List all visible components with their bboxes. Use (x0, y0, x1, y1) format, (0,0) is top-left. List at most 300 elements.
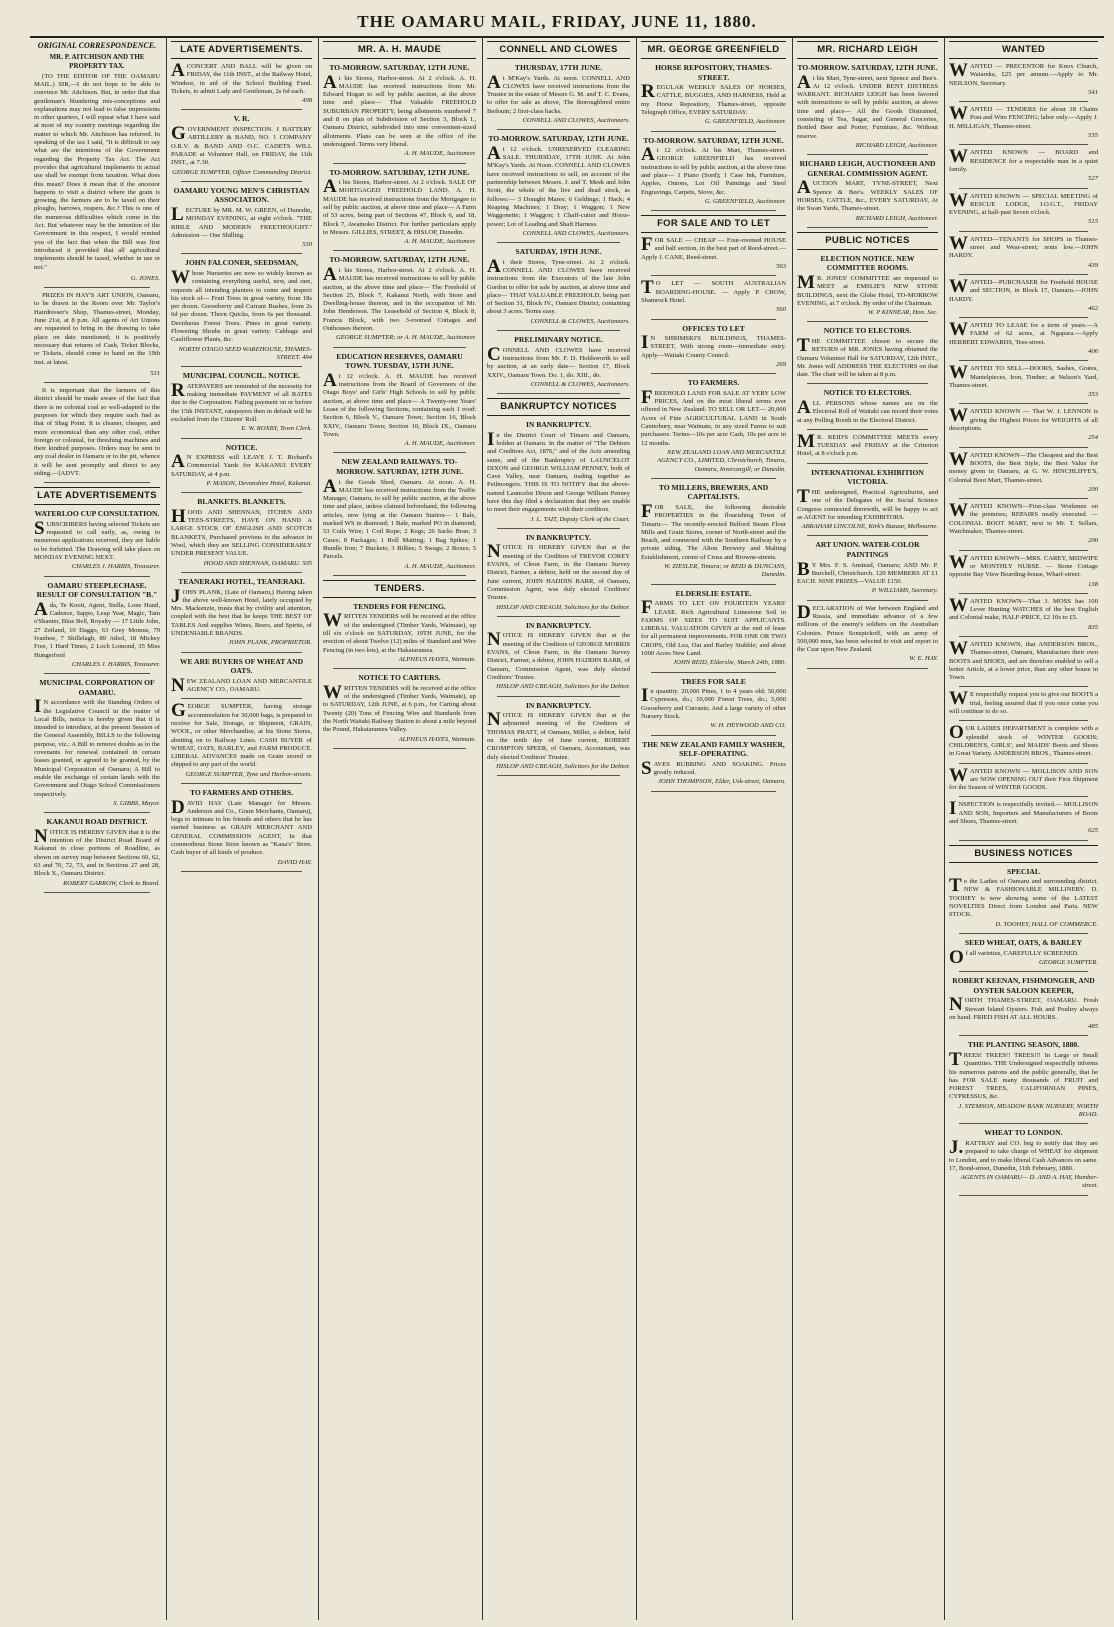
ad-title: PRELIMINARY NOTICE. (514, 335, 603, 345)
ad-signature: 353 (1088, 391, 1098, 399)
ad-body: WE respectfully request you to give our BOOTS a trial, feeling assured that if you once come you will continue to do so. (949, 688, 1098, 716)
ad-title: THE PLANTING SEASON, 1880. (967, 1040, 1080, 1050)
divider (959, 763, 1088, 764)
divider (181, 366, 302, 367)
ad-title: NOTICE TO ELECTORS. (823, 326, 912, 336)
ad-body: WANTED KNOWN — MOLLISON AND SON are NOW OPENING OUT their First Shipment for the Season of WINTER GOODS. (949, 764, 1098, 792)
divider (497, 393, 620, 394)
divider (497, 528, 620, 529)
ad-body: NOTICE IS HEREBY GIVEN that it is the intention of the District Road Board of Kakanui to close portions of Roadline, as shown on survey map between Sections 60, 62, 63 and 70, 72, 73, and in Sections 27 and 28, Block X., Oamaru District. (34, 825, 160, 878)
ad-signature: HISLOP AND CREAGH, Solicitors for the Debtor. (496, 683, 630, 691)
ad-signature: W. ZIESLER, Timaru; or REID & DUNCANS, Dunedin. (664, 563, 786, 579)
advertisement (34, 817, 160, 888)
divider (497, 775, 620, 776)
divider (807, 321, 928, 322)
column-7 (944, 38, 1102, 1620)
article-title: ORIGINAL CORRESPONDENCE. (37, 41, 157, 50)
divider (959, 1195, 1088, 1196)
ad-title: ELDERSLIE ESTATE. (675, 588, 752, 598)
divider (44, 673, 150, 674)
divider (959, 101, 1088, 102)
ad-body: RATEPAYERS are reminded of the necessity for making immediate PAYMENT of all RATES due to the Corporation. Failing payment on or before the 15th INSTANT, ratepayers then in default will be excluded from the Citizens' Roll. (171, 379, 312, 423)
divider (497, 616, 620, 617)
advertisement (487, 420, 630, 524)
ad-title: RICHARD LEIGH, AUCTIONEER AND GENERAL COMMISSION AGENT. (799, 159, 936, 178)
ad-signature: P. WILLIAMS, Secretary. (871, 587, 938, 595)
divider (181, 871, 302, 872)
divider (807, 227, 928, 228)
advertisement (323, 168, 476, 247)
advertisement (949, 798, 1098, 835)
column-6 (792, 38, 942, 1620)
advertisement (949, 1040, 1098, 1119)
ad-signature: 531 (150, 369, 160, 377)
divider (651, 735, 776, 736)
advertisement (797, 430, 938, 459)
ad-signature: ABRAHAM LINCOLNE, Kirk's Bazaar, Melbourne. (801, 523, 938, 531)
section-header: PUBLIC NOTICES (797, 232, 938, 250)
advertisement (323, 352, 476, 449)
advertisement (797, 159, 938, 223)
advertisement (34, 509, 160, 571)
advertisement (949, 764, 1098, 793)
divider (181, 652, 302, 653)
ad-body: In quantity. 20,000 Pines, 1 to 4 years old; 50,000 Cypresses, do.; 10,000 Forest Trees, do.; 5,000 Gooseberry and Currants; And a large variety of other Nursery Stock. (641, 685, 786, 721)
ad-body: Ada, Te Kooti, Agent, Stella, Lone Hand, Cadence, Sappo, Leap Year, Magic, Tam o'Shanter, Blue Bell, Royalty — 17 Little John, 27 Zetland, 10 Daggo, 63 Grey Momus, 79 Ivanhoe, 7 Shillelagh, 89 Athol, 18 Mickey Free, 1 Hard Times, 2 Loch Lomond, 35 Miss Hungerford (34, 598, 160, 659)
ad-title: TO FARMERS. (687, 378, 740, 388)
ad-title: SEED WHEAT, OATS, & BARLEY (964, 937, 1083, 947)
ad-signature: 498 (302, 97, 312, 105)
ad-body: At his Stores, Harbor-street. At 2 o'clock. A. H. MAUDE has received instructions from Mr. Edward Hogan to sell by public auction, at the above time and place— That Valuable FREEHOLD SUBURBAN PROPERTY, being allotments numbered 7 and 8 on plan of Subdivision of Section 3, Block I., Oamaru District, subdivided into nine convenient-sized allotments. Plans can be seen at the office of the undersigned. Terms very liberal. (323, 71, 476, 148)
section-header: MR. A. H. MAUDE (323, 41, 476, 59)
advertisement (487, 621, 630, 692)
ad-body: IN SHRIMSKI'S BUILDINGS, THAMES-STREET, With strong room—immediate entry. Apply—Waitaki County Council. (641, 332, 786, 359)
ad-body: WRITTEN TENDERS will be received at the office of the undersigned (Timber Yards, Waimate), up to SATURDAY, 12th JUNE, at 6 p.m., for Carting about Twenty (20) Tons of Fencing Wire and Standards from the North Waitaki Railway Station to about a mile beyond the Pound, Hakataramea Valley. (323, 681, 476, 734)
advertisement (949, 976, 1098, 1031)
advertisement (949, 275, 1098, 313)
ad-title: SATURDAY, 19TH JUNE. (515, 247, 602, 257)
divider (959, 498, 1088, 499)
ad-body: THE undersigned, Practical Agriculturist, and one of the Delegates of the Social Science Congress connected therewith, will be happy to act as AGENT for intending EXHIBITORS. (797, 485, 938, 521)
section-header: FOR SALE AND TO LET (641, 215, 786, 233)
advertisement (641, 277, 786, 314)
ad-title: OAMARU STEEPLECHASE. RESULT OF CONSULTATION "B." (36, 580, 158, 600)
ad-body: At M'Kay's Yards. At noon. CONNELL AND CLOWES have received instructions from the Trustee in the estate of Messrs G. M. and T. C. Evans, to offer for sale as above, The thoroughbred entire Bedouin; 2 first-class hacks. (487, 71, 630, 115)
divider (333, 748, 466, 749)
ad-title: ELECTION NOTICE. NEW COMMITTEE ROOMS. (820, 253, 915, 273)
ad-title: SPECIAL (1007, 866, 1040, 876)
divider (333, 163, 466, 164)
ad-title: EDUCATION RESERVES, OAMARU TOWN. TUESDAY, 15TH JUNE. (336, 351, 463, 371)
divider (44, 382, 150, 383)
divider (959, 636, 1088, 637)
advertisement (949, 594, 1098, 632)
advertisement (949, 551, 1098, 589)
ad-title: ROBERT KEENAN, FISHMONGER, AND OYSTER SALOON KEEPER, (952, 976, 1095, 995)
ad-title: TREES FOR SALE (681, 676, 746, 686)
advertisement (487, 134, 630, 238)
ad-signature: 563 (776, 263, 786, 271)
ad-signature: S. GIBBS, Mayor. (113, 799, 160, 807)
advertisement (641, 63, 786, 127)
divider (959, 403, 1088, 404)
ad-signature: 254 (1088, 434, 1098, 442)
ad-body: At 12 o'clock. At his Mart, Thames-street. GEORGE GREENFIELD has received instructions to sell by public auction, at the above time and place— 1 Piano (Sord); 1 Case Ink, Furniture, Apples, Onions, Lot Oil Paintings and Steel Engravings, Carpets, Stove, &c. (641, 144, 786, 196)
article-subtitle: MR. P. AITCHISON AND THE PROPERTY TAX. (49, 53, 145, 70)
divider (807, 383, 928, 384)
divider (651, 210, 776, 211)
advertisement (797, 468, 938, 532)
ad-title: NOTICE TO ELECTORS. (823, 388, 912, 398)
ad-signature: 530 (302, 241, 312, 249)
column-5 (636, 38, 790, 1620)
ad-signature: W. H. HEYWOOD AND CO. (710, 722, 786, 730)
ad-signature: 269 (776, 361, 786, 369)
ad-title: TO-MORROW. SATURDAY, 12TH JUNE. (797, 62, 938, 72)
divider (651, 373, 776, 374)
advertisement (323, 63, 476, 159)
advertisement (949, 500, 1098, 545)
divider (497, 242, 620, 243)
ad-body: FOR SALE — CHEAP — Four-roomed HOUSE and half section, in the best part of Reed-street.—Apply J. CANE, Reed-street. (641, 234, 786, 261)
ad-body: WANTED — TENDERS for about 18 Chains Post and Wire FENCING; labor only.—Apply J. H. MILLIGAN, Thames-street. (949, 103, 1098, 130)
ad-title: TO-MORROW. SATURDAY, 12TH JUNE. (643, 135, 784, 145)
divider (181, 698, 302, 699)
advertisement (171, 443, 312, 489)
ad-body: AN EXPRESS will LEAVE J. T. Richard's Commercial Yards for KAKANUI EVERY SATURDAY, at 4 p.m. (171, 451, 312, 478)
advertisement (949, 362, 1098, 399)
divider (651, 478, 776, 479)
advertisement (641, 483, 786, 580)
ad-signature: 835 (1088, 623, 1098, 631)
ad-signature: W. E. HAY. (909, 655, 938, 663)
ad-title: TEANERAKI HOTEL, TEANERAKI. (178, 576, 305, 586)
ad-signature: HISLOP AND CREAGH, Solicitors for the Debtor. (496, 762, 630, 770)
advertisement (34, 41, 160, 283)
advertisement (171, 497, 312, 568)
ad-signature: 515 (1088, 218, 1098, 226)
advertisement (641, 378, 786, 474)
ad-title: IN BANKRUPTCY. (525, 420, 592, 430)
ad-body: CONNELL AND CLOWES have received instructions from Mr. F. D. Holdsworth to sell by auction, at an early date— Section 17, Block XXIV., Oamaru Town. Do. 1, do. XIII., do. (487, 343, 630, 379)
ad-signature: 485 (1088, 1023, 1098, 1031)
advertisement (34, 678, 160, 808)
divider (44, 482, 150, 483)
divider (959, 231, 1088, 232)
ad-signature: GEORGE SUMPTER. (1039, 958, 1098, 966)
ad-signature: 560 (776, 306, 786, 314)
ad-body: WANTED TO LEASE for a term of years.—A FARM of 62 acres, at Ngapara.—Apply HERBERT EDWARDS, Tees-street. (949, 319, 1098, 346)
divider (959, 550, 1088, 551)
advertisement (797, 254, 938, 318)
advertisement (171, 258, 312, 362)
ad-body: GEORGE SUMPTER, having storage accommodation for 30,000 bags, is prepared to receive for Sale, Storage, or Shipment, GRAIN, WOOL, or other Merchandise, at his Stone Stores, abutting on to Railway Lines. CASH BUYER of WHEAT, OATS, BARLEY, and FARM PRODUCE. LIBERAL ADVANCES made on Grain stored or shipped to any part of the world. (171, 700, 312, 769)
divider (959, 274, 1088, 275)
ad-title: TO-MORROW. SATURDAY, 12TH JUNE. (488, 134, 629, 144)
advertisement (487, 247, 630, 326)
ad-body: Of all varieties, CAREFULLY SCREENED. (949, 946, 1079, 968)
divider (181, 783, 302, 784)
ad-signature: CONNELL & CLOWES, Auctioneers. (530, 380, 630, 388)
ad-body: WANTED—PURCHASER for Freehold HOUSE and SECTION, in Block 17, Oamaru.—JOHN HARDY. (949, 275, 1098, 303)
advertisement (34, 581, 160, 670)
ad-signature: 462 (1088, 304, 1098, 312)
advertisement (949, 688, 1098, 716)
ad-signature: G. JONES. (130, 274, 160, 282)
ad-body: WANTED TO SELL—DOORS, Sashes, Grates, Mantelpieces, Iron, Timber; at Nelson's Yard, Thames-street. (949, 362, 1098, 389)
divider (959, 447, 1088, 448)
divider (333, 575, 466, 576)
ad-signature: RICHARD LEIGH, Auctioneer. (855, 141, 938, 149)
ad-title: TO-MORROW. SATURDAY, 12TH JUNE. (329, 62, 470, 72)
ad-body: FREEHOLD LAND FOR SALE AT VERY LOW PRICES, And on the most liberal terms ever offered in New Zealand. TO SELL OR LET— 20,000 Acres of Fine AGRICULTURAL LAND in South Canterbury, near Waimate, in any sized Farms to suit purchasers. Terms—10s per acre Cash, 10s per acre in 12 months. (641, 386, 786, 447)
ad-title: MUNICIPAL CORPORATION OF OAMARU. (39, 678, 155, 697)
ad-title: INTERNATIONAL EXHIBITION VICTORIA. (811, 467, 924, 487)
divider (181, 181, 302, 182)
ad-title: TO-MORROW. SATURDAY, 12TH JUNE. (329, 255, 470, 265)
ad-signature: NEW ZEALAND LOAN AND MERCANTILE AGENCY CO., LIMITED, Christchurch, Timaru, Oamaru, Invercargill, or Dunedin. (657, 448, 786, 473)
divider (181, 253, 302, 254)
advertisement (171, 577, 312, 648)
ad-body: TO LET — SOUTH AUSTRALIAN BOARDING-HOUSE. — Apply P. CROW, Shamrock Hotel. (641, 277, 786, 304)
advertisement (949, 146, 1098, 183)
advertisement (949, 319, 1098, 356)
divider (959, 840, 1088, 841)
advertisement (34, 292, 160, 378)
divider (497, 696, 620, 697)
article-body: PRIZES IN HAY'S ART UNION, Oamaru, to be drawn in the Room over Mr. Taylor's Hairdresser's Shop, Thames-street, Monday, June 21st, at 8 p.m. All agents of Art Unions are requested to bring in the drawing to take place on date mentioned; it is positively necessary that returns of Cash, Ticket Blocks, or Tickets, should come to hand on the 19th inst. at latest. (34, 292, 160, 366)
divider (333, 347, 466, 348)
divider (497, 330, 620, 331)
ad-body: BY Mrs. F. S. Anstead, Oamaru; AND Mr. P. Burchell, Christchurch. 120 MEMBERS AT £1 EACH. NINE PRIZES—VALUE £150. (797, 558, 938, 586)
advertisement (323, 602, 476, 664)
advertisement (487, 533, 630, 612)
divider (959, 720, 1088, 721)
ad-body: GOVERNMENT INSPECTION. I BATTERY ARTILLERY & BAND, NO. 1 COMPANY O.R.V. & BAND AND O.C. CADETS WILL PARADE at Volunteer Hall, on FRIDAY, the 11th INST., at 7.30. (171, 123, 312, 167)
ad-signature: A. H. MAUDE, Auctioneer. (404, 562, 476, 570)
ad-body: WANTED KNOWN, that ANDERSON BROS., Thames-street, Oamaru, Manufacture their own BOOTS and SHOES, and are therefore enabled to sell a better Article, at a lower price, than any other house in Town. (949, 638, 1098, 682)
advertisement (171, 657, 312, 695)
divider (807, 463, 928, 464)
advertisement (949, 722, 1098, 758)
ad-body: AUCTION MART, TYNE-STREET, Next Spence & Bee's. WEEKLY SALES OF HORSES, CATTLE, &c., EVERY SATURDAY, At the Swan Yards, Thames-street. (797, 177, 938, 213)
ad-body: ALL PERSONS whose names are on the Electoral Roll of Waitaki can record their votes at any Polling Booth in the Electoral District. (797, 397, 938, 424)
ad-body: WANTED—TENANTS for SHOPS in Thames-street and Wear-street; rents low.—JOHN HARDY. (949, 232, 1098, 260)
divider (651, 791, 776, 792)
ad-body: IN accordance with the Standing Orders of the Legislative Council in the matter of Local Bills, notice is hereby given that it is intended to introduce, at the present Session of the General Assembly, BILLS to the following purpose, viz.: A Bill to remove doubts as to the covenants for renewal contained in certain leases granted, or agreed to be granted, by the Municipal Corporation of Oamaru; A Bill to enable the exchange of certain lands with the Government and Otago School Commissioners respectively. (34, 696, 160, 798)
ad-signature: JOHN PLANK, PROPRIETOR. (228, 639, 312, 647)
divider (959, 971, 1088, 972)
advertisement (797, 540, 938, 595)
advertisement (487, 701, 630, 772)
ad-body: THE COMMITTEE chosen to secure the RETURN of MR. JONES having obtained the Oamaru Volunteer Hall for SATURDAY, 12th INST., Mr. Jones will ADDRESS THE ELECTORS on that date. The chair will be taken at 8 p.m. (797, 334, 938, 379)
ad-title: IN BANKRUPTCY. (525, 700, 592, 710)
section-header: LATE ADVERTISEMENTS (34, 487, 160, 505)
ad-title: WATERLOO CUP CONSULTATION. (34, 509, 160, 519)
ad-title: BLANKETS. BLANKETS. (197, 497, 286, 507)
ad-signature: A. H. MAUDE, Auctioneer. (404, 440, 476, 448)
ad-signature: JOHN THOMPSON, Elder, Usk-street, Oamaru. (658, 778, 786, 786)
divider (959, 1035, 1088, 1036)
advertisement (949, 638, 1098, 682)
ad-title: KAKANUI ROAD DISTRICT. (46, 817, 148, 827)
divider (44, 812, 150, 813)
section-header: MR. GEORGE GREENFIELD (641, 41, 786, 59)
ad-body: NEW ZEALAND LOAN AND MERCANTILE AGENCY CO., OAMARU. (171, 674, 312, 696)
ad-body: ACONCERT AND BALL will be given on FRIDAY, the 11th INST., at the Railway Hotel, Windsor, in aid of the School Building Fund. Tickets, to admit Lady and Gentleman, 2s 6d each. (171, 59, 312, 95)
column-4 (482, 38, 634, 1620)
ad-signature: 541 (1088, 88, 1098, 96)
ad-title: OFFICES TO LET (682, 323, 745, 333)
ad-body: NOTICE IS HEREBY GIVEN that at the meeting of the Creditors of TREVOR COREY EVANS, of Cleon Farm, in the Oamaru Survey District, Farmer, a debtor, held on the second day of June current, JOHN HADDIN BARR, of Oamaru, Commission Agent, was duly elected Creditors' Trustee. (487, 541, 630, 602)
ad-title: THURSDAY, 17TH JUNE. (514, 62, 603, 72)
divider (651, 275, 776, 276)
ad-title: IN BANKRUPTCY. (525, 532, 592, 542)
advertisement (487, 63, 630, 125)
column-2 (166, 38, 316, 1620)
ad-body: At his Stores, Harbor-street. At 2 o'clock. A. H. MAUDE has received instructions to sell by public auction, at the above time and place— The Freehold of Section 25, Block 7, Kakanui North, with Store and Dwelling-house thereon, and in the occupation of Mr. John Henderson. The Leasehold of Section 4, Block 8, Francis Block, with two 3-roomed Cottages and Outhouses thereon. (323, 264, 476, 333)
advertisement (949, 867, 1098, 929)
ad-title: OAMARU YOUNG MEN'S CHRISTIAN ASSOCIATION. (173, 185, 310, 205)
ad-signature: GEORGE SUMPTER, Tyne and Harbor-streets. (185, 770, 312, 778)
article-body: (TO THE EDITOR OF THE OAMARU MAIL.) SIR,—I do not hope to be able to convince Mr. Aitchison. But, in order that that gentleman's blundering mis-conceptions and explanations may not lead to false impressions in other quarters, I will repeat what I have said at most of my country meetings regarding the matter to which Mr. Aitchison has referred. In speaking of the tax I said, "It is difficult to say what are the intentions of the Government regarding the Property Tax Act. The Act provides that agricultural implements in actual use shall be exempt from taxation. What does this mean? Does it mean that if the ancestor happens to visit a district where the grain is growing, the farmers are to be taxed on their ploughs, harrows, reapers, &c.? This is one of the numerous difficulties which come in the Act. But whatever may be the intention of the Government in this respect, I would remind you of the fact that when the Bill was first introduced it provided that all agricultural implements should be taxed, whether in use or not." (34, 72, 160, 271)
ad-body: WRITTEN TENDERS will be received at the office of the undersigned (Timber Yards, Waimate), up till six o'clock on SATURDAY, 19TH JUNE, for the erection of about Twelve (12) miles of Standard and Wire Fencing (in two lots), at the Hakataramea. (323, 610, 476, 654)
divider (959, 1123, 1088, 1124)
column-3 (318, 38, 480, 1620)
ad-signature: J. STEMSON, MEADOW BANK NURSERY, NORTH ROAD. (958, 1102, 1098, 1119)
advertisement (323, 673, 476, 744)
ad-signature: CONNELL AND CLOWES, Auctioneers. (522, 117, 630, 125)
ad-body: Whose Nurseries are now so widely known as containing everything useful, new, and rare, requests all intending planters to come and inspect his stock of— Fruit Trees in great variety, from 18s per dozen. Gooseberry and Currant Bushes, from 2s 6d per dozen. Thorn Quicks, from 6s per thousand. Deciduous Forest Trees. Pines in great variety. Flowering Shrubs in great variety. Cabbage and Cauliflower Plants, &c. (171, 266, 312, 344)
ad-title: WE ARE BUYERS OF WHEAT AND OATS. (179, 656, 304, 676)
advertisement (641, 740, 786, 787)
section-header: WANTED (949, 41, 1098, 59)
advertisement (171, 59, 312, 105)
ad-body: SAVES RUBBING AND SOAKING. Prices greatly reduced. (641, 757, 786, 779)
divider (44, 287, 150, 288)
ad-signature: DAVID HAY. (277, 858, 312, 866)
ad-signature: HISLOP AND CREAGH, Solicitors for the Debtor. (496, 603, 630, 611)
ad-body: WANTED KNOWN—That J. MOSS has 100 Lever Hunting WATCHES of the best English and Colonial make, HALF-PRICE, £2 10s to £5. (949, 594, 1098, 622)
ad-body: SUBSCRIBERS having selected Tickets are requested to call early, as, owing to numerous applications received, they are liable to be forfeited. The Drawing will take place on MONDAY EVENING NEXT. (34, 517, 160, 562)
ad-body: FARMS TO LET ON FOURTEEN YEARS' LEASE. Rich Agricultural Limestone Soil in FARMS OF SIZES TO SUIT APPLICANTS. LIBERAL VALUATION GIVEN at the end of lease for all permanent improvements. FOR ONE OR TWO CROPS, Old Lea, Oat and Barley Stubble; and about 1000 Acres New Land. (641, 597, 786, 657)
newspaper-page (30, 36, 1104, 1620)
ad-title: TO FARMERS AND OTHERS. (189, 788, 294, 797)
ad-body: REGULAR WEEKLY SALES OF HORSES, CATTLE, BUGGIES, AND HARNESS, Held at my Horse Repository, Thames-street, opposite Telegraph Office, EVERY SATURDAY. (641, 81, 786, 116)
advertisement (949, 59, 1098, 97)
ad-signature: AGENTS IN OAMARU— D. AND A. HAY, Humber-street. (960, 1174, 1098, 1190)
advertisement (641, 589, 786, 668)
section-header: BANKRUPTCY NOTICES (487, 398, 630, 416)
ad-body: DECLARATION of War between England and Russia, and immediate advance of a few millions of the enemy's soldiers on the Australian Colonies. Prince Sonspickoff, with an army of 500,000 men, has been selected to visit and report to the Czar upon New Zealand. (797, 601, 938, 654)
divider (807, 154, 928, 155)
ad-signature: CONNELL AND CLOWES, Auctioneers. (522, 229, 630, 237)
divider (959, 188, 1088, 189)
ad-title: NOTICE. (225, 442, 258, 452)
ad-body: MR. JONES' COMMITTEE are requested to MEET at EMSLIE'S NEW STONE BUILDINGS, next the Globe Hotel, TO-MORROW EVENING, at 7 o'clock. By order of the Chairman. (797, 271, 938, 307)
ad-body: LECTURE by MR. M. W. GREEN, of Dunedin, MONDAY EVENING, at eight o'clock. "THE BIBLE AND MODERN FREETHOUGHT." Admission — One Shilling. (171, 203, 312, 239)
ad-signature: 200 (1088, 537, 1098, 545)
divider (959, 796, 1088, 797)
divider (959, 360, 1088, 361)
advertisement (171, 788, 312, 867)
ad-signature: CONNELL & CLOWES, Auctioneers. (530, 317, 630, 325)
divider (807, 600, 928, 601)
ad-signature: CHARLES J. HARRIS, Treasurer. (71, 563, 160, 571)
newspaper-masthead: THE OAMARU MAIL, FRIDAY, JUNE 11, 1880. (357, 12, 757, 31)
advertisement (323, 457, 476, 570)
ad-title: WHEAT TO LONDON. (984, 1128, 1063, 1138)
ad-signature: 535 (1088, 132, 1098, 140)
ad-signature: ROBERT GARROW, Clerk to Board. (63, 879, 160, 887)
section-header: CONNELL AND CLOWES (487, 41, 630, 59)
ad-signature: J. L. TAIT, Deputy Clerk of the Court. (530, 515, 630, 523)
divider (333, 668, 466, 669)
section-header: BUSINESS NOTICES (949, 845, 1098, 863)
advertisement (949, 448, 1098, 494)
column-1 (30, 38, 164, 1620)
advertisement (34, 387, 160, 478)
advertisement (949, 938, 1098, 967)
ad-body: At his Mart, Tyne-street, next Spence and Bee's. At 12 o'clock. UNDER RENT DISTRESS WARRANT. RICHARD LEIGH has been favored with instructions to sell by public auction, at above time and place— All the Goods Distrained, consisting of Tea, Sugar, and General Groceries, Bottled Beer and Porter, Furniture, &c. Without reserve. (797, 71, 938, 140)
ad-body: At his Stores, Harbor-street. At 2 o'clock. SALE OF MORTGAGED FREEHOLD LAND. A. H. MAUDE has received instructions from the Mortgagee to sell by public auction, at above time and place— A Farm of 53 acres, being part of Sections 47, Block 6, and 18, Block 7, Awamoko District. For further particulars apply to Messrs. GILLIES, STREET, & HISLOP, Dunedin. (323, 176, 476, 236)
ad-signature: D. TOOHEY, HALL OF COMMERCE. (995, 920, 1098, 928)
advertisement (949, 103, 1098, 140)
advertisement (171, 114, 312, 176)
advertisement (949, 405, 1098, 442)
divider (959, 686, 1088, 687)
ad-body: WANTED KNOWN—The Cheapest and the Best BOOTS, the Best Style, the Best Value for money given in Oamaru, at G. W. HINCHLIFFE'S, Colonial Boot Mart, Thames-street. (949, 448, 1098, 484)
section-header: TENDERS. (323, 580, 476, 598)
ad-title: IN BANKRUPTCY. (525, 620, 592, 630)
ad-signature: NORTH OTAGO SEED WAREHOUSE, THAMES-STREET. 494 (178, 345, 312, 361)
ad-title: ART UNION. WATER-COLOR PAINTINGS (815, 540, 920, 559)
advertisement (641, 324, 786, 370)
ad-title: TENDERS FOR FENCING. (353, 601, 446, 611)
ad-signature: RICHARD LEIGH, Auctioneer. (855, 214, 938, 222)
ad-title: V. R. (233, 114, 250, 124)
section-header: LATE ADVERTISEMENTS. (171, 41, 312, 59)
ad-title: TO MILLERS, BREWERS, AND CAPITALISTS. (658, 482, 769, 502)
ad-title: HORSE REPOSITORY, THAMES-STREET. (655, 62, 772, 82)
ad-body: WANTED KNOWN — SPECIAL MEETING of RESCUE LODGE, I.O.G.T., FRIDAY EVENING, at half-past Seven o'clock. (949, 189, 1098, 217)
advertisement (171, 186, 312, 250)
ad-body: FOR SALE, the following desirable PROPERTIES in the flourishing Town of Timaru:— The recently-erected Belford Steam Flour Mills and Grain Stores, corner of North-street and the Beach, and connected with the Southern Railway by a private siding. The Alton Brewery and Malting Establishment, corner of Cross and Browne-streets. (641, 500, 786, 561)
divider (181, 492, 302, 493)
divider (959, 933, 1088, 934)
ad-body: At 12 o'clock. A. H. MAUDE has received instructions from the Board of Governors of the Otago Boys' and Girls' High Schools to sell by public auction, at above time and place— A Twenty-one Years' Lease of the following Sections, containing each 1 rood: Section 6, Block V., Oamaru Town; Section 16, Block XXIV., Oamaru Town; Section 10, Block IX., Oamaru Town. (323, 369, 476, 438)
ad-body: In the District Court of Timaru and Oamaru, holden at Oamaru. In the matter of "The Debtors and Creditors Act, 1876," and of the Acts amending same, and of the Bankruptcy of LAUNCELOT DIXON and GEORGE WILLIAM PENNEY, both of Cave Valley, near Oamaru, trading together as Feilmongers. THIS IS TO NOTIFY that the above-named Launcelot Dixon and George William Penney have this day filed a declaration that they are unable to meet their engagements with their creditors. (487, 428, 630, 514)
advertisement (949, 189, 1098, 227)
ad-body: At the Goods Shed, Oamaru. At noon. A. H. MAUDE has received instructions from the Traffic Manager, Oamaru, to sell by public auction, at the above time and place, unless claimed beforehand, the following articles, now lying at the Oamaru Station— 1 Bale, marked WS in diamond; 1 Bale, marked PO in diamond; 53 Coils Wire; 1 Coil Rope; 2 Kegs; 26 Sacks Bran; 3 Cases; 8 Packages; 1 Roll Matting; 1 Bag Spikes; 1 Bundle Iron; 7 Buckets; 3 Billies; 5 Swags; 2 Boxes; 5 Parcels. (323, 475, 476, 561)
advertisement (949, 1128, 1098, 1190)
ad-body: At their Stores, Tyne-street. At 2 o'clock. CONNELL AND CLOWES have received instructions from the Executors of the late John Gordon to offer for sale by auction, at above time and place— THAT VALUABLE FREEHOLD, being part of Section 31, Block IV., Oamaru District, containing about 3 acres. Terms easy. (487, 255, 630, 316)
advertisement (641, 234, 786, 271)
ad-body: HOOD AND SHENNAN, ITCHEN AND TEES-STREETS, HAVE ON HAND A LARGE STOCK OF ENGLISH AND SCOTCH BLANKETS, Purchased previous to the advance in Wool, which they are SELLING CONSIDERABLY UNDER PRESENT VALUE. (171, 505, 312, 558)
ad-signature: 138 (1088, 580, 1098, 588)
ad-body: WANTED KNOWN—First-class Workmen on the premises; REPAIRS neatly executed. — COLONIAL BOOT MART, next to Mr. T. Sellars, Watchmaker, Thames-street. (949, 500, 1098, 536)
divider (807, 429, 928, 430)
ad-signature: A. H. MAUDE, Auctioneer. (404, 238, 476, 246)
divider (959, 593, 1088, 594)
ad-body: WANTED KNOWN—MRS. CAREY, MIDWIFE or MONTHLY NURSE. — Stone Cottage opposite Bay View Boarding-house, Wharf-street. (949, 551, 1098, 579)
ad-signature: A. H. MAUDE, Auctioneer. (404, 150, 476, 158)
article-body: It is important that the farmers of this district should be made aware of the fact that there is no colonial coal so well-adapted to the purposes for which they require such fuel as that of Shag Point. It is cleaner, cheaper, and more economical than any other coal, either foreign or colonial, for threshing machines and their kindred purposes. Orders may be sent to any coal dealer in Oamaru or to the pit, whence it will be sent promptly and direct to any siding.—[ADVT. (34, 387, 160, 478)
advertisement (797, 601, 938, 664)
ad-body: J.RATTRAY and CO. beg to notify that they are prepared to take charge of WHEAT for shipment to London, and to make liberal Cash Advances on same. 17, Bond-street, Dunedin, 11th February, 1880. (949, 1136, 1098, 1172)
divider (497, 129, 620, 130)
advertisement (487, 335, 630, 389)
